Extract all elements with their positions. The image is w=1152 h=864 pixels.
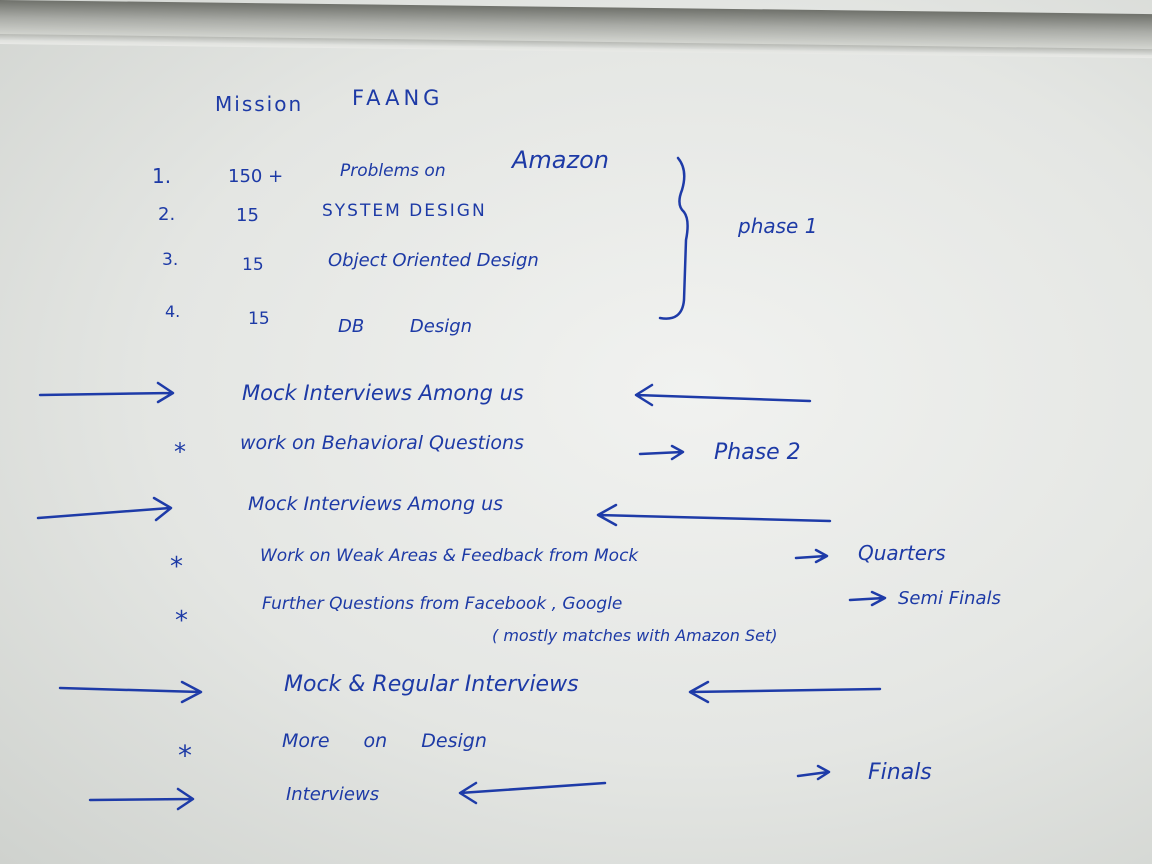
star-1: *: [174, 438, 186, 466]
mock-regular-interviews: Mock & Regular Interviews: [284, 672, 579, 697]
star-3: *: [175, 606, 188, 636]
interviews-label: Interviews: [286, 784, 380, 805]
arrow-right-1: [636, 385, 810, 405]
phase1-label: phase 1: [738, 214, 818, 238]
arrow-semis: [850, 592, 885, 605]
plan-topic-4: DB Design: [338, 316, 473, 337]
plan-company-1: Amazon: [512, 146, 609, 174]
star-4: *: [178, 739, 192, 772]
further-questions: Further Questions from Facebook , Google: [262, 594, 623, 614]
plan-topic-2: SYSTEM DESIGN: [322, 201, 487, 221]
behavioral-questions: work on Behavioral Questions: [240, 432, 524, 454]
arrow-left-3: [60, 682, 201, 702]
plan-num-3: 3.: [162, 250, 179, 270]
plan-num-2: 2.: [158, 204, 176, 225]
plan-topic-3: Object Oriented Design: [328, 250, 539, 271]
arrow-right-3: [690, 682, 880, 702]
mock-interviews-2: Mock Interviews Among us: [248, 493, 504, 515]
phase1-brace: [660, 158, 688, 319]
arrow-phase2: [640, 446, 683, 459]
title-mission: Mission: [215, 92, 304, 116]
arrow-right-2: [598, 505, 830, 525]
arrow-left-4: [90, 789, 193, 809]
plan-num-4: 4.: [165, 302, 181, 321]
mostly-matches-note: ( mostly matches with Amazon Set): [492, 626, 778, 645]
arrow-left-1: [40, 383, 173, 402]
plan-topic-1: Problems on: [340, 161, 446, 181]
arrow-quarters: [796, 550, 827, 562]
plan-count-2: 15: [236, 205, 259, 226]
semi-finals-label: Semi Finals: [898, 588, 1001, 609]
arrow-left-2: [38, 498, 171, 520]
mock-interviews-1: Mock Interviews Among us: [242, 381, 524, 405]
finals-label: Finals: [868, 760, 932, 785]
weak-areas: Work on Weak Areas & Feedback from Mock: [260, 546, 639, 566]
title-faang: FAANG: [352, 86, 444, 110]
plan-count-3: 15: [242, 255, 264, 275]
more-on-design: More on Design: [282, 730, 487, 752]
arrow-finals: [798, 766, 829, 779]
plan-count-4: 15: [248, 309, 270, 329]
plan-num-1: 1.: [152, 164, 172, 188]
star-2: *: [170, 552, 183, 582]
arrow-right-4: [460, 783, 605, 803]
quarters-label: Quarters: [858, 541, 946, 565]
plan-count-1: 150 +: [228, 166, 284, 187]
phase2-label: Phase 2: [714, 440, 801, 465]
